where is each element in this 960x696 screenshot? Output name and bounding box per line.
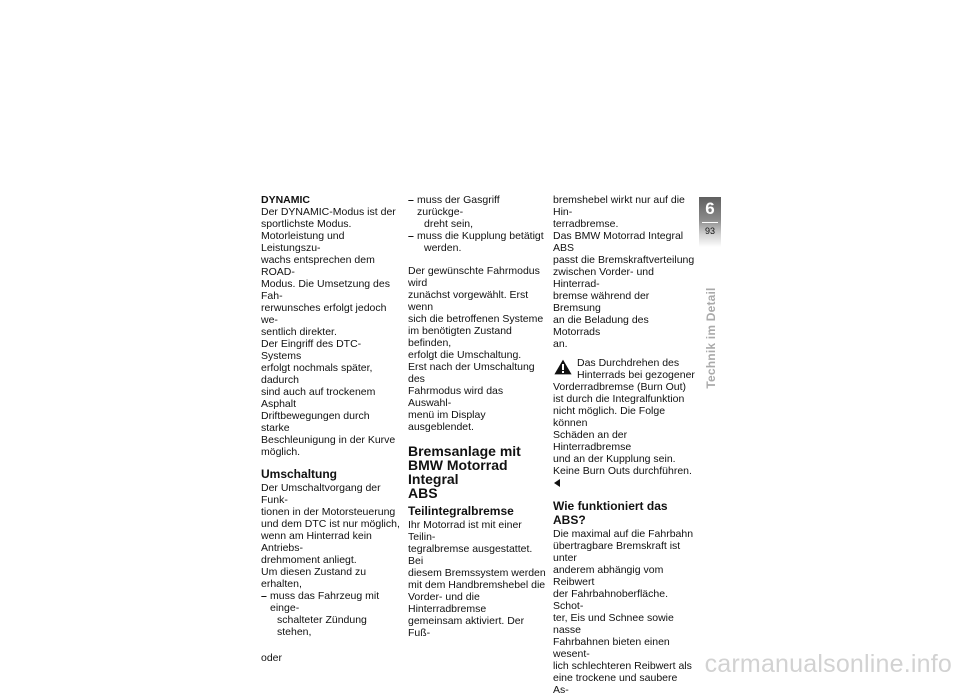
text-line: Der DYNAMIC-Modus ist der (261, 206, 396, 218)
teilintegral-text (408, 519, 548, 639)
abs-intro-text (553, 194, 695, 350)
heading-line: Bremsanlage mit (408, 443, 521, 459)
list-item (408, 194, 548, 230)
text-oder: oder (261, 652, 283, 664)
chapter-number: 6 (705, 199, 715, 218)
text-line: eine trockene und saubere As- (553, 672, 678, 696)
text-line: ter, Eis und Schnee sowie nasse (553, 612, 674, 636)
text-line: sportlichste Modus. (261, 218, 352, 230)
text-line: wachs entsprechen dem ROAD- (261, 254, 375, 278)
abs-text (553, 528, 695, 696)
text-line: anderem abhängig vom Reibwert (553, 564, 664, 588)
text-line: lich schlechteren Reibwert als (553, 660, 692, 672)
heading-dynamic: DYNAMIC (261, 194, 310, 206)
chapter-title: Technik im Detail (704, 287, 718, 389)
text-line: terradbremse. (553, 218, 619, 230)
text-line: Um diesen Zustand zu erhalten, (261, 566, 367, 590)
list-item (261, 590, 401, 638)
heading-line: ABS (408, 485, 438, 501)
text-line: passt die Bremskraftverteilung (553, 254, 695, 266)
text-line: Die maximal auf die Fahrbahn (553, 528, 694, 540)
text-line: Der Eingriff des DTC-Systems (261, 338, 362, 362)
heading-umschaltung: Umschaltung (261, 467, 338, 481)
text-line: Vorder- und die Hinterradbremse (408, 591, 487, 615)
text-line: Motorleistung und Leistungszu- (261, 230, 345, 254)
text-line: wenn am Hinterrad kein Antriebs- (261, 530, 372, 554)
fahrmodus-text (408, 265, 548, 433)
text-line: diesem Bremssystem werden (408, 567, 546, 579)
column-3 (553, 190, 695, 696)
text-line: menü im Display ausgeblendet. (408, 409, 486, 433)
text-line: zunächst vorgewählt. Erst wenn (408, 289, 529, 313)
dynamic-text (261, 206, 401, 458)
text-line: übertragbare Bremskraft ist unter (553, 540, 681, 564)
text-line: Der Umschaltvorgang der Funk- (261, 482, 381, 506)
text-line: und an der Kupplung sein. (553, 453, 676, 465)
text-line: bremse während der Bremsung (553, 290, 650, 314)
text-line: sentlich direkter. (261, 326, 337, 338)
text-line: – muss der Gasgriff zurückge- (417, 194, 500, 218)
text-line: an die Beladung des Motorrads (553, 314, 649, 338)
text-line: Fahrbahnen bieten einen wesent- (553, 636, 670, 660)
text-line: möglich. (261, 446, 301, 458)
text-line: erfolgt nochmals später, dadurch (261, 362, 373, 386)
text-line: Der gewünschte Fahrmodus wird (408, 265, 540, 289)
watermark: carmanualsonline.info (704, 650, 952, 678)
divider (702, 222, 718, 223)
text-line (553, 465, 695, 489)
text-line: Das BMW Motorrad Integral ABS (553, 230, 684, 254)
text-line: ist durch die Integralfunktion (553, 393, 685, 405)
text-line: – muss die Kupplung betätigt (417, 230, 544, 242)
text-line: an. (553, 338, 568, 350)
text-line: – muss das Fahrzeug mit einge- (270, 590, 380, 614)
text-line: Beschleunigung in der Kurve (261, 434, 396, 446)
end-of-section-triangle-icon (554, 479, 560, 487)
text-line: Hinterrads bei gezogener (577, 369, 695, 381)
heading-line: BMW Motorrad Integral (408, 457, 508, 487)
text-line: sind auch auf trockenem Asphalt (261, 386, 376, 410)
text-line: Driftbewegungen durch starke (261, 410, 370, 434)
heading-bremsanlage (408, 444, 548, 500)
heading-abs: Wie funktioniert das ABS? (553, 499, 668, 527)
warning-triangle-icon (554, 359, 572, 375)
chapter-tab (699, 197, 721, 247)
text-line: der Fahrbahnoberfläche. Schot- (553, 588, 668, 612)
text-line: und dem DTC ist nur möglich, (261, 518, 400, 530)
column-1 (261, 190, 401, 664)
text-line: zwischen Vorder- und Hinterrad- (553, 266, 654, 290)
warning-notice (553, 357, 695, 489)
text-line: Vorderradbremse (Burn Out) (553, 381, 687, 393)
text-line: dreht sein, (424, 218, 474, 230)
page-number: 93 (704, 226, 715, 236)
text-line: Erst nach der Umschaltung des (408, 361, 535, 385)
text-line: Das Durchdrehen des (577, 357, 680, 369)
text-line: tionen in der Motorsteuerung (261, 506, 396, 518)
text-line: im benötigten Zustand befinden, (408, 325, 512, 349)
warning-last-text: Keine Burn Outs durchführen. (553, 465, 692, 477)
text-line: tegralbremse ausgestattet. Bei (408, 543, 533, 567)
text-line: rerwunsches erfolgt jedoch we- (261, 302, 387, 326)
text-line: gemeinsam aktiviert. Der Fuß- (408, 615, 525, 639)
text-line: Modus. Die Umsetzung des Fah- (261, 278, 390, 302)
text-line: Fahrmodus wird das Auswahl- (408, 385, 504, 409)
text-line: drehmoment anliegt. (261, 554, 357, 566)
heading-teilintegralbremse: Teilintegralbremse (408, 504, 514, 518)
text-line: sich die betroffenen Systeme (408, 313, 544, 325)
text-line: schalteter Zündung stehen, (277, 614, 367, 638)
list-item (408, 230, 548, 254)
text-line: erfolgt die Umschaltung. (408, 349, 522, 361)
text-line: Schäden an der Hinterradbremse (553, 429, 632, 453)
text-line: werden. (424, 242, 462, 254)
column-2 (408, 190, 548, 639)
umschaltung-text (261, 482, 401, 590)
text-line: bremshebel wirkt nur auf die Hin- (553, 194, 685, 218)
text-line: mit dem Handbremshebel die (408, 579, 546, 591)
text-line: nicht möglich. Die Folge können (553, 405, 666, 429)
text-line: Ihr Motorrad ist mit einer Teilin- (408, 519, 522, 543)
